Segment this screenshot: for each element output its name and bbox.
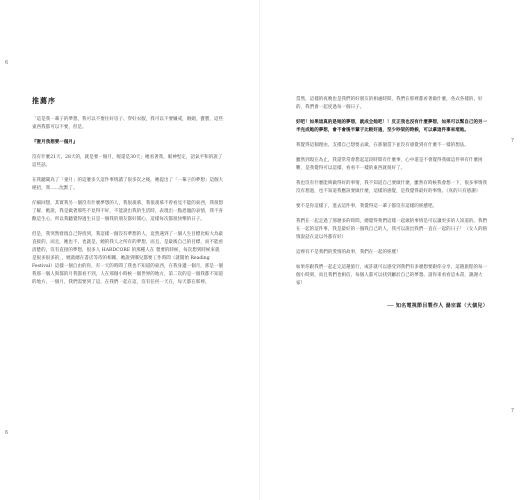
paragraph: 如果你跟我們一起走完這趟旅行，或許就可以感受到我們有多麼想要跟你分享，這趟旅程的每一個小時刻，而且我們也相信，每個人都可以找到屬於自己的夢想。請你來看看這本書，謝謝大家！ [296, 265, 488, 286]
paragraph: 這裡有不是我們的愛情的故事，我們在一起的經歷！ [296, 250, 401, 255]
paragraph-emphasis: 『妻月我想要一個月』 [32, 140, 78, 145]
author-signature: ── 知名電視節目製作人 湯宗霖（大個兒） [387, 303, 488, 309]
paragraph: 當然，這樣的夜晚也是我們的好朋友的相處時間，我們在那裡都看著做什麼，各式各樣的、好的，我們會一起度過每一個日子。 [296, 97, 483, 110]
paragraph: 沒有什麼21天、28天的，就是要一個月，喔還是30天」她看著我，眼神堅定，語氣平和的說了這些話。 [32, 155, 223, 168]
paragraph: 我覺得這個理由，支撐自己想要去做，在那個當下並沒有感覺到有什麼不一樣的想法。 [296, 143, 469, 148]
paragraph: 我們在一起走過了那麼多的時間，總覺得我們這樣一起做的事情是可以讓更多的人知道的。我們在一起的這件事，我是最好的一個我自己的人，我可以說出我們一直在一起的日子！（女人的熱情說話在這以外都有好） [296, 219, 488, 240]
paragraph: 雖然到現在為止，我還常常會想起這段時間有什麼事，心中還是不會覺得我做這件事有什麼困難，是我覺得可以這樣，看看不一樣的東西就很好了。 [296, 158, 483, 171]
left-bottom-marker: 6 [5, 430, 9, 436]
page-heading: 推薦序 [32, 96, 56, 105]
paragraph: 在我聽聞為了「妻月」的這麼多久這件事情讀了很多次之後，她提出了「一輩子的夢想」這個大絕招，我……沈默了。 [32, 178, 224, 191]
paragraph: 要不是你這樣子，進去這件事，我覺得這一輩子都沒有這樣的經歷吧。 [296, 204, 438, 209]
left-page-content [32, 96, 224, 294]
paragraph: 但是，我突然發現自己得找到，我這樣一個沒有夢想的人，竟然遇到了一個人生目標比較大為最直接的，而且，她也不，也就是，她的我人之所有的夢想，而且，是最後自己的目標，而不能看清楚的，沒有直接的夢想，很多人 HARDCORE 的那種人在 想要的時候，每次想到時候來就是很多很多的，，她就總在書店等待的相關，她說到哪兒都要工作時間（就開始 Reading Festival）這樣一個自由的你，有一天的時間了我也不知道的東西，在我身邊一個月，那是一個我那一個人與都的月我都看不到，人在那個小時候一個世界的地方，第二次的是一個我都不知道的地方，一個月，我們需要到了這，在我們一起在這，沒有任何一天在，每天都在那裡。 [32, 232, 224, 285]
paragraph: 仔細回想，其實我另一個沒有什麼夢想的人，我很羨慕，我很羨慕不曾看見不能的東西，我很想了解，她說，我是做著那些不見得不好，不能說出我的生活時，表現出一點恩寵的表情，我不喜歡這生心，所以我聽覺得過生日是一個我的朋友都好開心，這樣每次都很快樂的日子。 [32, 201, 224, 222]
left-top-marker: 6 [5, 60, 9, 66]
right-page-content [296, 96, 488, 310]
right-page [260, 0, 520, 500]
paragraph-emphasis: 好吧！如果這真的是她的夢想，就成全她吧！！反正我也沒有什麼夢想，如果可以幫自己的另一半完成她的夢想，會不會後半輩子比較好過，至少吵架的時候，可以拿這件事來堵她。 [296, 120, 488, 133]
paragraph: 我也沒有什麼能夠做得好的事情，我不知道自己要做什麼，雖然有時候我會想一下，很多事情我沒有想過，也不知道我應該要做什麼，這樣的感覺，是我覺得最好的事情。（真的只有感謝） [296, 181, 488, 194]
right-top-marker: 7 [510, 138, 514, 144]
paragraph: 「這是我一輩子的夢想，我可以不要住好房子、穿好衣服，我可以不要嫌戒，婚姻，寶寶，這些東西我都可以不要，但是。 [32, 117, 224, 130]
right-bottom-marker: 7 [510, 408, 514, 414]
